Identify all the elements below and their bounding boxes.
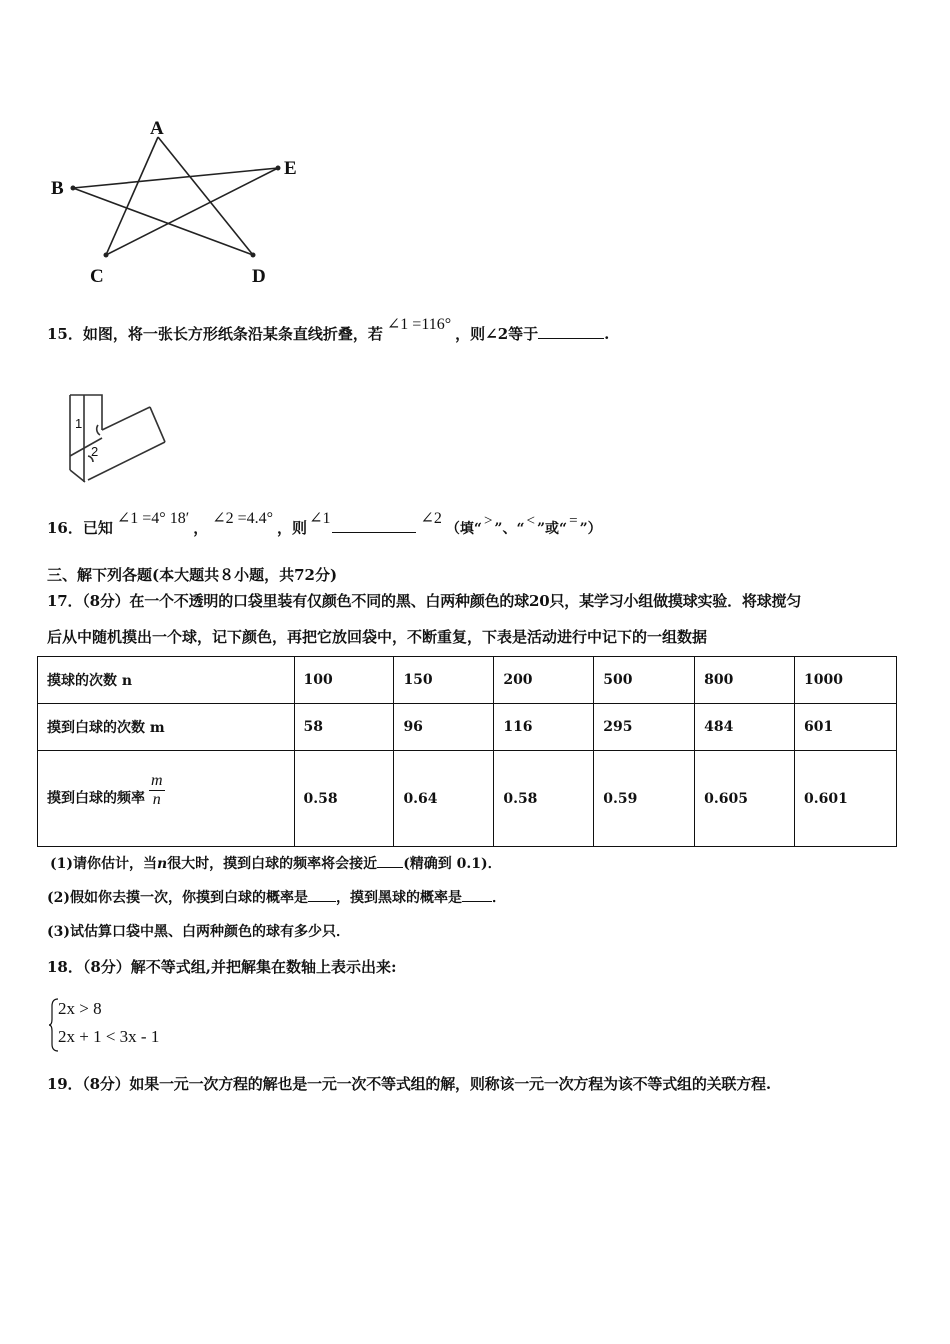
table-cell: 0.58 — [494, 751, 594, 847]
q15-answer-blank[interactable] — [538, 324, 604, 339]
q17-line-2: 后从中随机摸出一个球，记下颜色，再把它放回袋中，不断重复，下表是活动进行中记下的一组数据 — [47, 628, 708, 646]
q16-then: ，则 — [277, 519, 308, 537]
fold-label-2: 2 — [91, 444, 99, 459]
table-cell: 116 — [494, 704, 594, 751]
q17-sub1-n: n — [157, 856, 168, 872]
q17-sub1-text-b: 很大时，摸到白球的频率将会接近 — [167, 856, 378, 872]
q17-line-1: 17．（8分）在一个不透明的口袋里装有仅颜色不同的黑、白两种颜色的球20只，某学习小组做摸球实验．将球搅匀 — [47, 592, 802, 610]
frequency-label: 摸到白球的频率 — [47, 790, 145, 807]
fraction-denominator: n — [152, 791, 161, 808]
q17-sub2-text-a: (2)假如你去摸一次，你摸到白球的概率是 — [47, 890, 308, 906]
question-19: 19．（8分）如果一元一次方程的解也是一元一次不等式组的解，则称该一元一次方程为该不等式组的关联方程. — [47, 1075, 771, 1093]
q17-sub-3: (3)试估算口袋中黑、白两种颜色的球有多少只． — [47, 924, 350, 940]
question-18: 18．（8分）解不等式组,并把解集在数轴上表示出来: — [47, 958, 397, 976]
row-header-frequency — [38, 751, 295, 847]
label-d: D — [252, 266, 266, 287]
q17-data-table — [37, 656, 897, 847]
fraction-m-over-n — [149, 772, 165, 809]
q16-prefix: 16．已知 — [47, 519, 113, 537]
table-cell: 0.601 — [795, 751, 897, 847]
q15-suffix: ，则∠2等于 — [455, 325, 539, 343]
inequality-2: 2x + 1 < 3x - 1 — [58, 1027, 160, 1046]
table-cell: 0.64 — [394, 751, 494, 847]
question-15 — [47, 316, 610, 344]
table-cell: 150 — [394, 657, 494, 704]
label-b: B — [51, 178, 64, 199]
q16-fill-1: （填“ — [445, 521, 482, 537]
q17-sub2-blank-white[interactable] — [308, 887, 336, 902]
q17-sub1-text-a: (1)请你估计，当 — [50, 856, 157, 872]
q16-gt: > — [483, 513, 493, 529]
row-header-white-count: 摸到白球的次数 m — [38, 704, 295, 751]
q17-sub2-text-c: ． — [492, 890, 506, 906]
table-row — [38, 751, 897, 847]
fold-label-1: 1 — [75, 416, 83, 431]
q17-sub2-blank-black[interactable] — [462, 887, 492, 902]
table-cell: 800 — [695, 657, 795, 704]
star-figure — [40, 110, 320, 295]
table-cell: 500 — [594, 657, 695, 704]
folded-strip-figure — [60, 390, 175, 485]
q17-sub1-text-c: (精确到 0.1)． — [403, 856, 502, 872]
q16-fill-3: ”或“ — [536, 521, 568, 537]
q17-sub-2 — [47, 887, 506, 907]
table-cell: 1000 — [795, 657, 897, 704]
label-e: E — [284, 158, 297, 179]
fraction-numerator: m — [151, 772, 163, 789]
table-cell: 601 — [795, 704, 897, 751]
q16-lt: < — [526, 513, 535, 529]
label-a: A — [150, 118, 164, 139]
table-row — [38, 704, 897, 751]
q17-sub-1 — [50, 853, 502, 873]
row-header-trials: 摸球的次数 n — [38, 657, 295, 704]
table-cell: 0.605 — [695, 751, 795, 847]
q15-end: . — [604, 325, 610, 343]
table-cell: 96 — [394, 704, 494, 751]
segment-be — [73, 168, 278, 188]
table-cell: 100 — [294, 657, 394, 704]
question-16 — [47, 510, 602, 538]
table-cell: 295 — [594, 704, 695, 751]
q16-angle2: ∠2 =4.4° — [212, 510, 274, 527]
segment-ac — [106, 137, 158, 255]
q16-angle1: ∠1 =4° 18′ — [116, 510, 190, 527]
table-cell: 484 — [695, 704, 795, 751]
q16-answer-blank[interactable] — [332, 518, 416, 533]
q16-lhs: ∠1 — [309, 510, 331, 527]
q16-eq: = — [569, 513, 578, 529]
q15-angle: ∠1 =116° — [386, 316, 452, 333]
segment-ce — [106, 168, 278, 255]
q16-fill-4: ”） — [579, 521, 602, 537]
table-cell: 58 — [294, 704, 394, 751]
q17-sub2-text-b: ，摸到黑球的概率是 — [336, 890, 462, 906]
q16-comma: ， — [193, 519, 209, 537]
q15-prefix: 15．如图，将一张长方形纸条沿某条直线折叠，若 — [47, 325, 383, 343]
label-c: C — [90, 266, 104, 287]
section-heading: 三、解下列各题(本大题共８小题，共72分) — [47, 566, 338, 584]
q16-rhs: ∠2 — [420, 510, 442, 527]
inequality-1: 2x > 8 — [58, 999, 102, 1018]
table-cell: 0.58 — [294, 751, 394, 847]
table-cell: 200 — [494, 657, 594, 704]
q17-sub1-blank[interactable] — [377, 853, 403, 868]
table-cell: 0.59 — [594, 751, 695, 847]
q16-fill-2: ”、“ — [494, 521, 525, 537]
table-row — [38, 657, 897, 704]
